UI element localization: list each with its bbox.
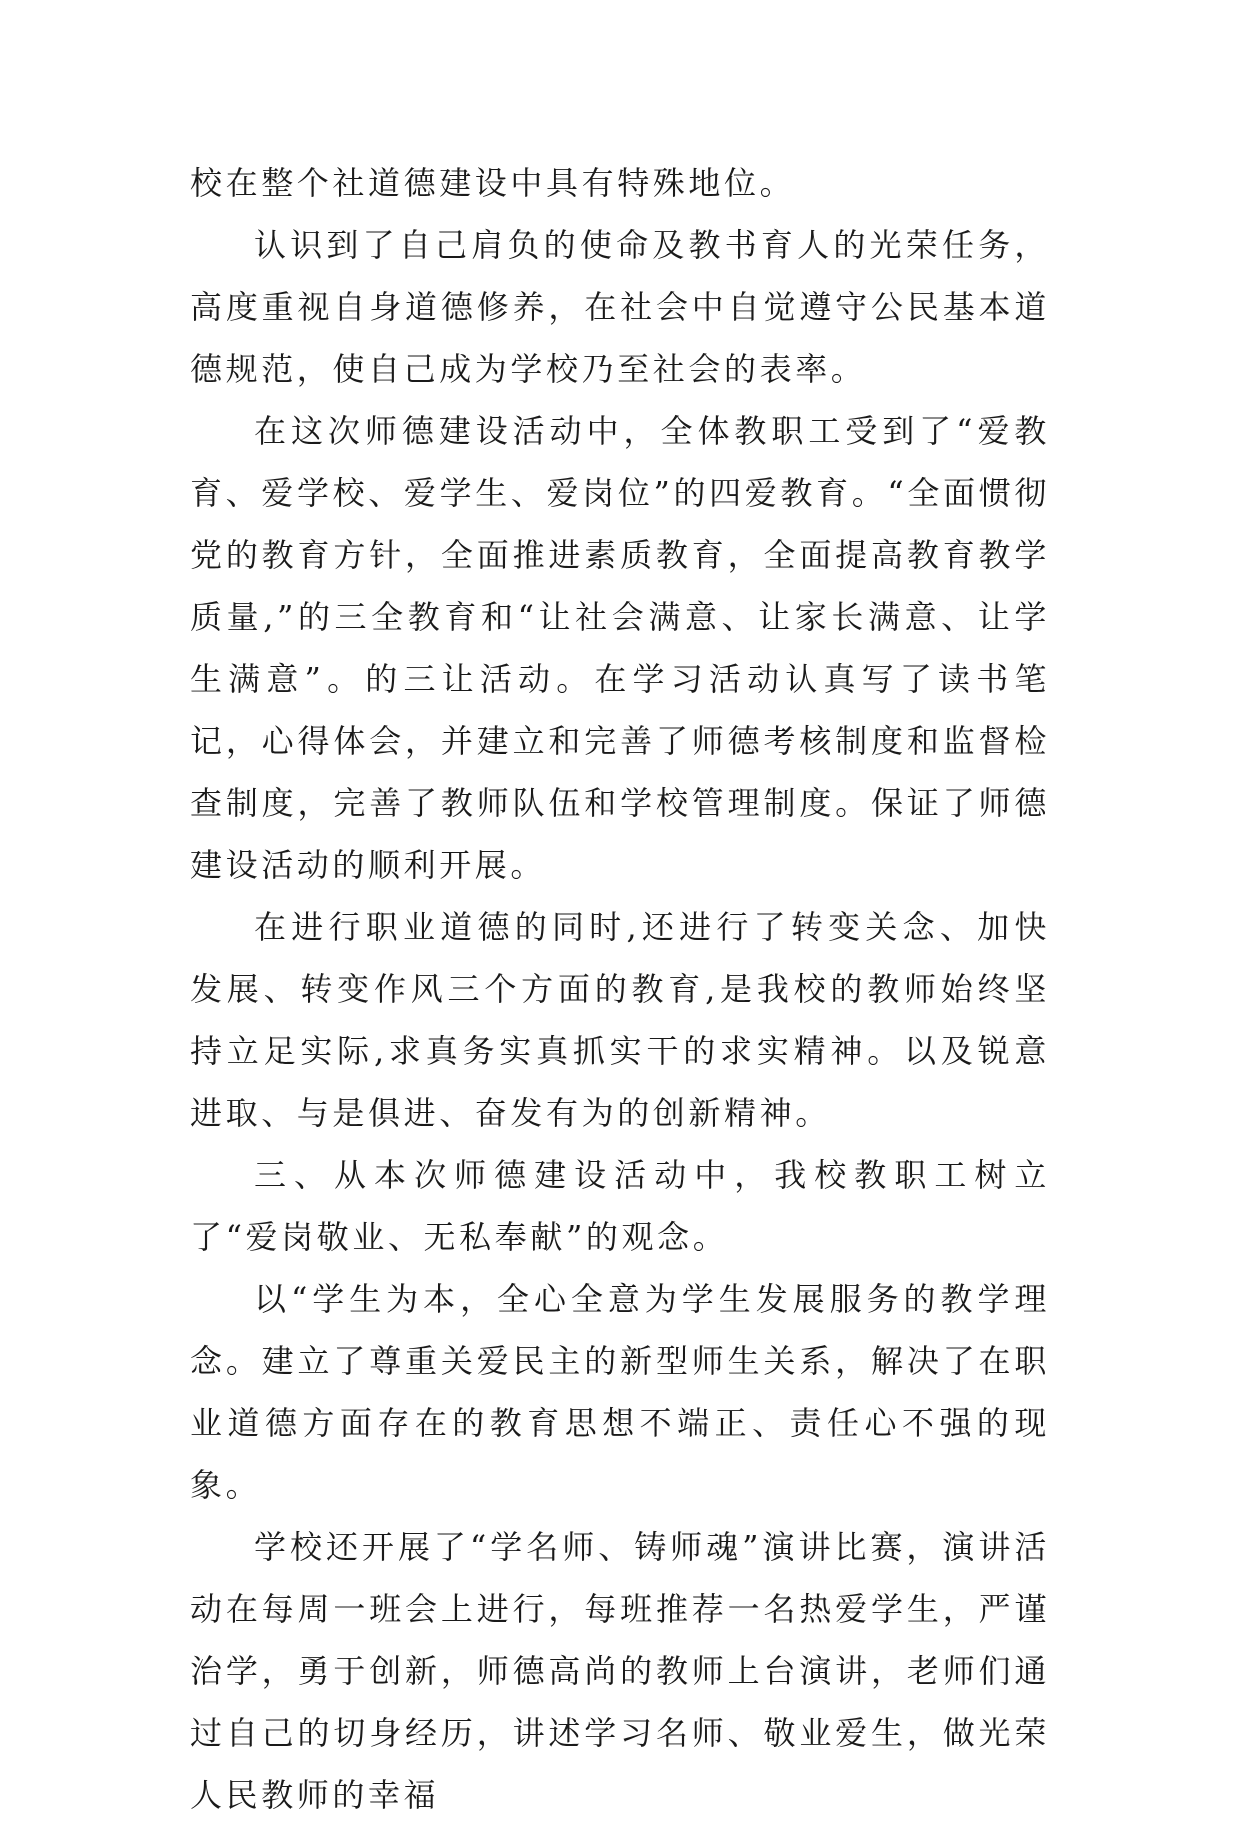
paragraph-6: 以“学生为本，全心全意为学生发展服务的教学理念。建立了尊重关爱民主的新型师生关系，解决了在职业道德方面存在的教育思想不端正、责任心不强的现象。 <box>190 1280 1050 1504</box>
paragraph-1: 校在整个社道德建设中具有特殊地位。 <box>190 164 796 202</box>
paragraph-2: 认识到了自己肩负的使命及教书育人的光荣任务，高度重视自身道德修养，在社会中自觉遵守公民基本道德规范，使自己成为学校乃至社会的表率。 <box>190 226 1050 388</box>
paragraph-3: 在这次师德建设活动中，全体教职工受到了“爱教育、爱学校、爱学生、爱岗位”的四爱教育。“全面惯彻党的教育方针，全面推进素质教育，全面提高教育教学质量,”的三全教育和“让社会满意、让家长满意、让学生满意”。的三让活动。在学习活动认真写了读书笔记，心得体会，并建立和完善了师德考核制度和监督检查制度，完善了教师队伍和学校管理制度。保证了师德建设活动的顺利开展。 <box>190 412 1050 884</box>
paragraph-4: 在进行职业道德的同时,还进行了转变关念、加快发展、转变作风三个方面的教育,是我校的教师始终坚持立足实际,求真务实真抓实干的求实精神。以及锐意进取、与是俱进、奋发有为的创新精神。 <box>190 908 1050 1132</box>
paragraph-5: 三、从本次师德建设活动中，我校教职工树立了“爱岗敬业、无私奉献”的观念。 <box>190 1156 1050 1256</box>
paragraph-7: 学校还开展了“学名师、铸师魂”演讲比赛，演讲活动在每周一班会上进行，每班推荐一名热爱学生，严谨治学，勇于创新，师德高尚的教师上台演讲，老师们通过自己的切身经历，讲述学习名师、敬业爱生，做光荣人民教师的幸福 <box>190 1528 1050 1814</box>
document-body <box>190 152 1050 1826</box>
